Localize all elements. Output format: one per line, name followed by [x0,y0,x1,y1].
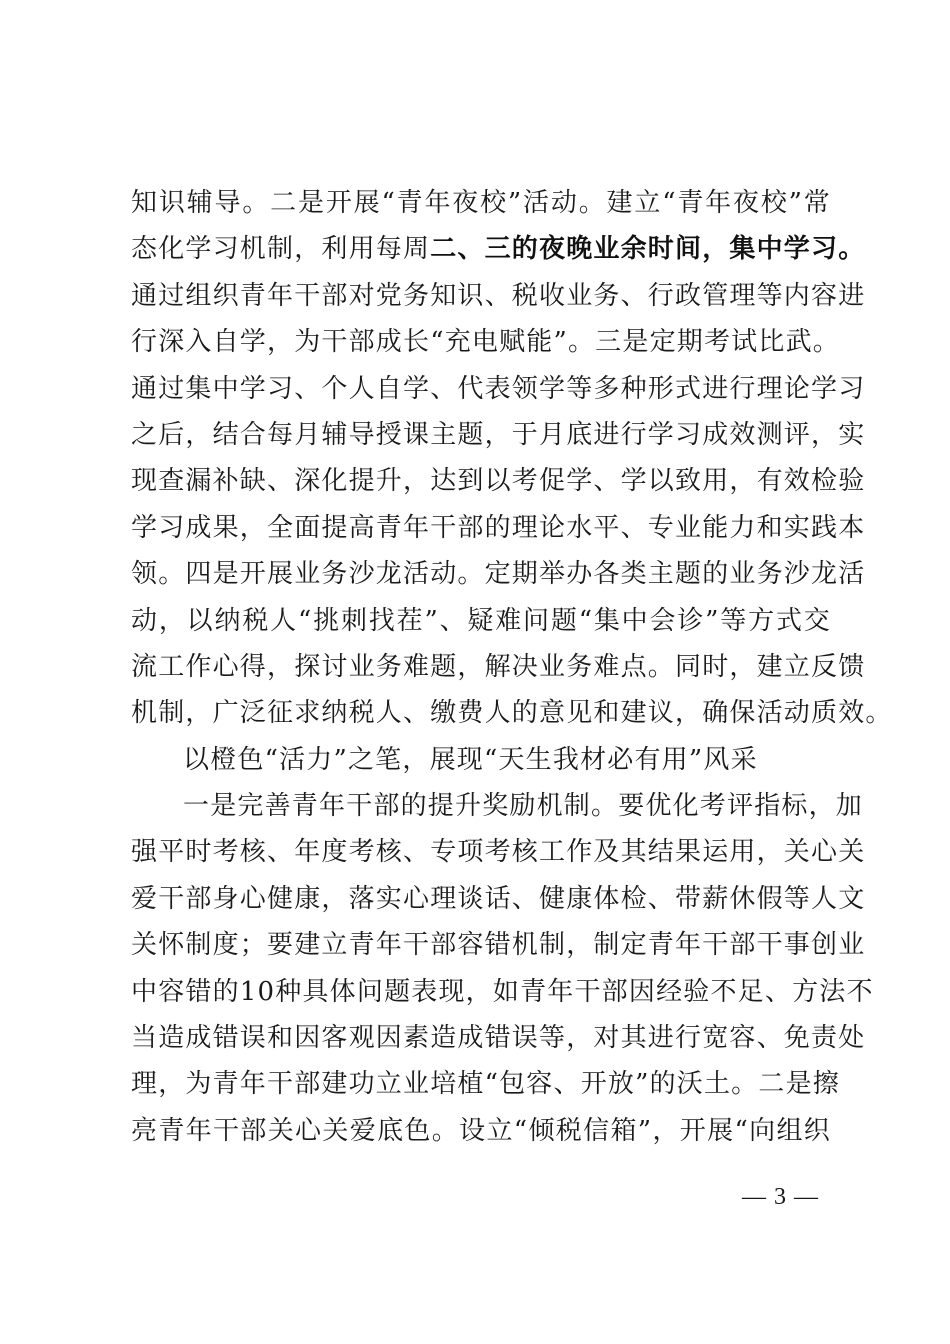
text-segment: 中容错的10种具体问题表现，如青年干部因经验不足、方法不 [131,976,874,1007]
text-segment: 机制，广泛征求纳税人、缴费人的意见和建议，确保活动质效。 [131,698,893,729]
text-line [131,366,866,412]
text-line [131,180,831,226]
text-line [131,690,893,736]
text-segment: 爱干部身心健康，落实心理谈话、健康体检、带薪休假等人文 [131,883,866,914]
text-line [131,829,866,875]
text-segment: 动，以纳税人“挑刺找茬”、疑难问题“集中会诊”等方式交 [131,605,831,636]
text-segment: 一是完善青年干部的提升奖励机制。要优化考评指标，加 [183,791,864,822]
text-line [131,505,866,551]
text-line [131,737,831,783]
text-line [131,226,866,272]
text-line [131,1108,831,1154]
text-line [131,1061,840,1107]
text-line [131,1015,866,1061]
text-segment: 关怀制度；要建立青年干部容错机制，制定青年干部干事创业 [131,930,866,961]
text-segment: 知识辅导。二是开展“青年夜校”活动。建立“青年夜校”常 [131,188,831,218]
text-segment: 之后，结合每月辅导授课主题，于月底进行学习成效测评，实 [131,419,866,450]
text-line [131,598,831,644]
text-segment: 亮青年干部关心关爱底色。设立“倾税信箱”，开展“向组织 [131,1115,831,1146]
text-segment: 通过组织青年干部对党务知识、税收业务、行政管理等内容进 [131,280,866,311]
text-line [131,458,866,504]
text-line [131,319,840,365]
text-line [131,783,864,829]
text-line [131,922,866,968]
text-line [131,969,874,1015]
text-segment: 态化学习机制，利用每周 [131,234,431,265]
text-line [131,551,866,597]
text-segment: 领。四是开展业务沙龙活动。定期举办各类主题的业务沙龙活 [131,559,866,590]
text-line [131,412,866,458]
text-segment: 现查漏补缺、深化提升，达到以考促学、学以致用，有效检验 [131,466,866,497]
bold-text-segment: 二、三的夜晚业余时间，集中学习。 [430,234,866,265]
text-line [131,644,866,690]
text-segment: 理，为青年干部建功立业培植“包容、开放”的沃土。二是擦 [131,1069,840,1100]
text-segment: 通过集中学习、个人自学、代表领学等多种形式进行理论学习 [131,373,866,404]
text-segment: 流工作心得，探讨业务难题，解决业务难点。同时，建立反馈 [131,651,866,682]
text-line [131,876,866,922]
text-segment: 学习成果，全面提高青年干部的理论水平、专业能力和实践本 [131,512,866,543]
text-segment: 当造成错误和因客观因素造成错误等，对其进行宽容、免责处 [131,1023,866,1054]
page-number: — 3 — [742,1184,819,1210]
text-segment: 行深入自学，为干部成长“充电赋能”。三是定期考试比武。 [131,327,840,358]
text-segment: 以橙色“活力”之笔，展现“天生我材必有用”风采 [183,744,758,775]
text-line [131,273,866,319]
text-segment: 强平时考核、年度考核、专项考核工作及其结果运用，关心关 [131,837,866,868]
body-text [131,180,893,1154]
